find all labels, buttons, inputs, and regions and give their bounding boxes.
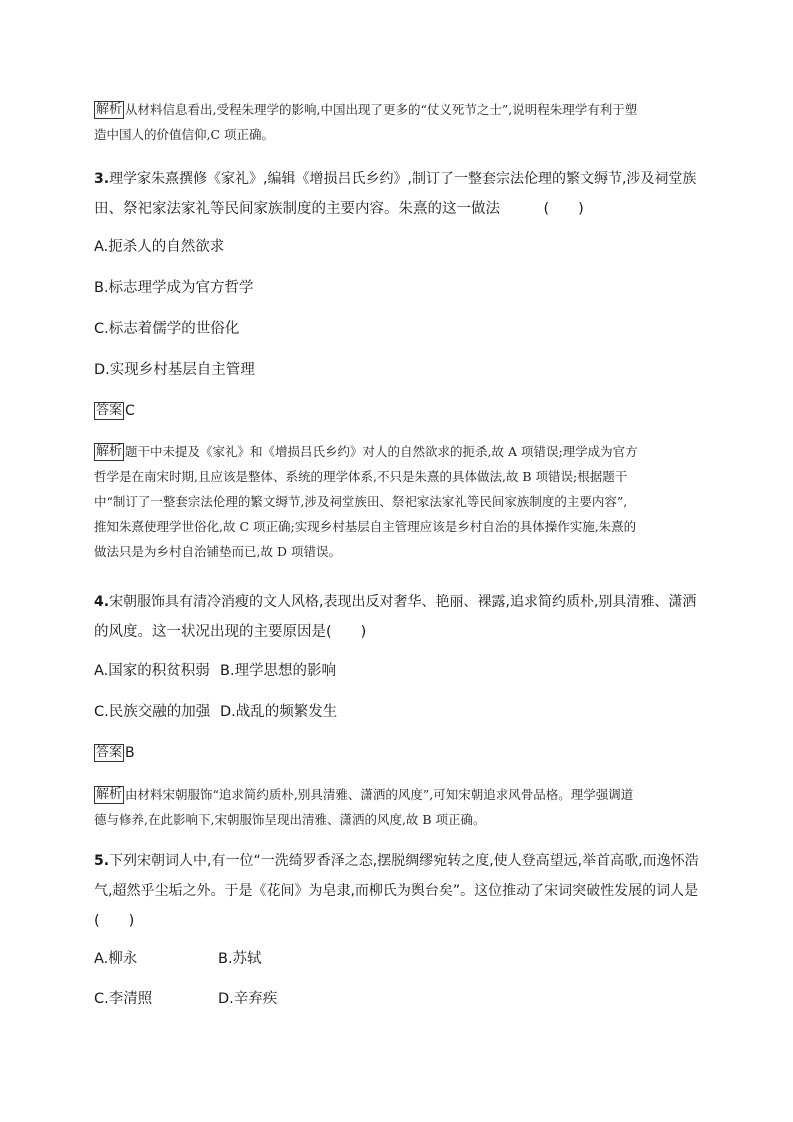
question-line: 4.宋朝服饰具有清冷消瘦的文人风格,表现出反对奢华、艳丽、裸露,追求简约质朴,别具清雅、潇洒 xyxy=(94,594,697,610)
option-d: D.战乱的频繁发生 xyxy=(220,704,338,720)
question-line: 气,超然乎尘垢之外。于是《花间》为皂隶,而柳氏为舆台矣”。这位推动了宋词突破性发展的词人是 xyxy=(94,883,699,899)
question-line: ( ) xyxy=(94,913,135,929)
question-3-stem xyxy=(94,164,699,224)
analysis-line: 推知朱熹使理学世俗化,故 C 项正确;实现乡村基层自主管理应该是乡村自治的具体操作实施,朱熹的 xyxy=(94,519,637,534)
analysis-line: 解析 题干中未提及《家礼》和《增损吕氏乡约》对人的自然欲求的扼杀,故 A 项错误;理学成为官方 xyxy=(96,444,638,459)
option-a: A.扼杀人的自然欲求 xyxy=(94,239,225,255)
analysis-line: 哲学是在南宋时期,且应该是整体、系统的理学体系,不只是朱熹的具体做法,故 B 项错误;根据题干 xyxy=(94,469,628,484)
analysis-tag: 解析 xyxy=(96,444,123,459)
answer-tag: 答案 xyxy=(96,745,123,760)
answer-q4 xyxy=(94,742,135,764)
analysis-line: 德与修养,在此影响下,宋朝服饰呈现出清雅、潇洒的风度,故 B 项正确。 xyxy=(94,812,486,827)
question-number: 4. xyxy=(94,594,110,610)
option-d: D.辛弃疾 xyxy=(218,991,278,1007)
answer-q3 xyxy=(94,400,135,422)
question-number: 3. xyxy=(94,171,110,187)
analysis-line: 做法只是为乡村自治铺垫而已,故 D 项错误。 xyxy=(94,544,341,559)
answer-value: C xyxy=(125,403,135,419)
analysis-block-q4 xyxy=(94,782,699,832)
analysis-line: 解析 由材料宋朝服饰“追求简约质朴,别具清雅、潇洒的风度”,可知宋朝追求风骨品格。理学强调道 xyxy=(96,787,634,802)
option-b: B.理学思想的影响 xyxy=(220,663,337,679)
option-c: C.标志着儒学的世俗化 xyxy=(94,321,240,337)
analysis-block-q2 xyxy=(94,97,699,147)
question-line: 的风度。这一状况出现的主要原因是( ) xyxy=(94,624,367,640)
answer-tag: 答案 xyxy=(96,403,123,418)
option-b: B.苏轼 xyxy=(218,951,262,967)
option-b: B.标志理学成为官方哲学 xyxy=(94,280,254,296)
option-a: A.柳永 xyxy=(94,951,138,967)
question-line: 5.下列宋朝词人中,有一位“一洗绮罗香泽之态,摆脱绸缪宛转之度,使人登高望远,举首高歌,而逸怀浩 xyxy=(94,853,699,869)
option-c: C.民族交融的加强 xyxy=(94,704,211,720)
option-c: C.李清照 xyxy=(94,991,153,1007)
analysis-line: 造中国人的价值信仰,C 项正确。 xyxy=(94,127,275,142)
question-line: 3.理学家朱熹撰修《家礼》,编辑《增损吕氏乡约》,制订了一整套宗法伦理的繁文缛节,涉及祠堂族 xyxy=(94,171,697,187)
analysis-line: 解析 从材料信息看出,受程朱理学的影响,中国出现了更多的“仗义死节之士”,说明程朱理学有利于塑 xyxy=(96,102,638,117)
analysis-tag: 解析 xyxy=(96,102,123,117)
option-a: A.国家的积贫积弱 xyxy=(94,663,210,679)
option-d: D.实现乡村基层自主管理 xyxy=(94,362,255,378)
question-line: 田、祭祀家法家礼等民间家族制度的主要内容。朱熹的这一做法 ( ) xyxy=(94,201,584,217)
question-4-stem xyxy=(94,587,699,647)
analysis-block-q3 xyxy=(94,439,699,564)
question-number: 5. xyxy=(94,853,110,869)
analysis-line: 中“制订了一整套宗法伦理的繁文缛节,涉及祠堂族田、祭祀家法家礼等民间家族制度的主要内容”, xyxy=(94,494,628,509)
question-5-stem xyxy=(94,846,699,936)
answer-value: B xyxy=(125,745,135,761)
analysis-tag: 解析 xyxy=(96,787,123,802)
